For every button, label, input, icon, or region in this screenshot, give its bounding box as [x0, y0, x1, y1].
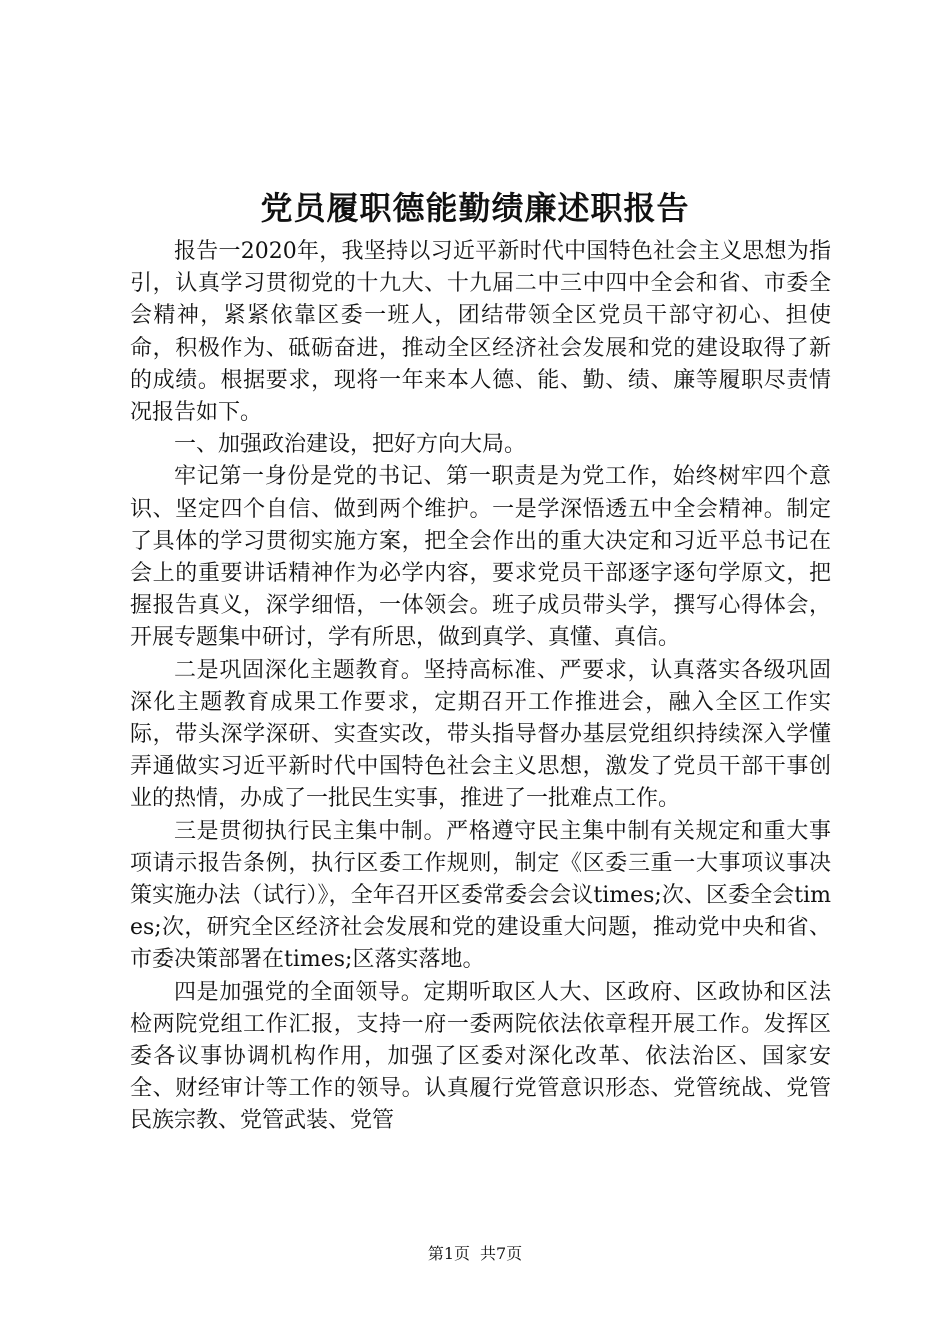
paragraph-party-leadership: 四是加强党的全面领导。定期听取区人大、区政府、区政协和区法检两院党组工作汇报，支持一府一委两院依法依章程开展工作。发挥区委各议事协调机构作用，加强了区委对深化改革、依法治区、国家安全、财经审计等工作的领导。认真履行党管意识形态、党管统战、党管民族宗教、党管武装、党管: [130, 979, 831, 1134]
document-body: [130, 236, 831, 1138]
page-footer: [0, 1242, 950, 1266]
paragraph-intro: 报告一2020年，我坚持以习近平新时代中国特色社会主义思想为指引，认真学习贯彻党的十九大、十九届二中三中四中全会和省、市委全会精神，紧紧依靠区委一班人，团结带领全区党员干部守初心、担使命，积极作为、砥砺奋进，推动全区经济社会发展和党的建设取得了新的成绩。根据要求，现将一年来本人德、能、勤、绩、廉等履职尽责情况报告如下。: [130, 239, 831, 426]
page-number-current: 第1页: [427, 1244, 470, 1263]
document-title: 党员履职德能勤绩廉述职报告: [260, 189, 690, 227]
paragraph-theme-education: 二是巩固深化主题教育。坚持高标准、严要求，认真落实各级巩固深化主题教育成果工作要求，定期召开工作推进会，融入全区工作实际，带头深学深研、实查实改，带头指导督办基层党组织持续深入学懂弄通做实习近平新时代中国特色社会主义思想，激发了党员干部干事创业的热情，办成了一批民生实事，推进了一批难点工作。: [130, 657, 831, 812]
paragraph-democratic-centralism: 三是贯彻执行民主集中制。严格遵守民主集中制有关规定和重大事项请示报告条例，执行区委工作规则，制定《区委三重一大事项议事决策实施办法（试行）》，全年召开区委常委会会议times;次、区委全会times;次，研究全区经济社会发展和党的建设重大问题，推动党中央和省、市委决策部署在times;区落实落地。: [130, 818, 831, 973]
section-heading-political-building: 一、加强政治建设，把好方向大局。: [174, 432, 527, 458]
page-number-total: 共7页: [480, 1244, 523, 1263]
paragraph-first-identity: 牢记第一身份是党的书记、第一职责是为党工作，始终树牢四个意识、坚定四个自信、做到两个维护。一是学深悟透五中全会精神。制定了具体的学习贯彻实施方案，把全会作出的重大决定和习近平总书记在会上的重要讲话精神作为必学内容，要求党员干部逐字逐句学原文，把握报告真义，深学细悟，一体领会。班子成员带头学，撰写心得体会，开展专题集中研讨，学有所思，做到真学、真懂、真信。: [130, 464, 831, 651]
